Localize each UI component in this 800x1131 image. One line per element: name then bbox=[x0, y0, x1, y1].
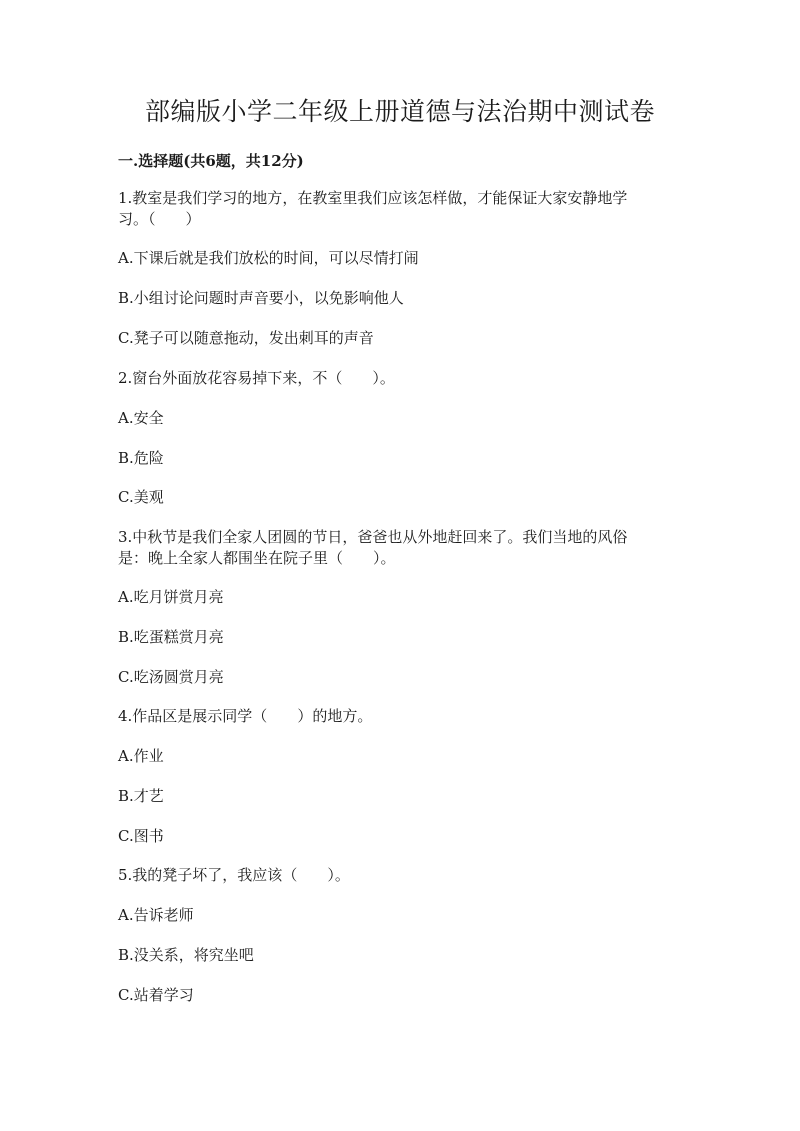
question-5-option-a: A.告诉老师 bbox=[118, 906, 194, 924]
question-4-option-b: B.才艺 bbox=[118, 787, 164, 805]
question-3-option-b: B.吃蛋糕赏月亮 bbox=[118, 628, 224, 646]
question-1-option-b: B.小组讨论问题时声音要小，以免影响他人 bbox=[118, 289, 404, 307]
page-title: 部编版小学二年级上册道德与法治期中测试卷 bbox=[144, 97, 655, 126]
question-3-stem-line-1: 3.中秋节是我们全家人团圆的节日，爸爸也从外地赶回来了。我们当地的风俗 bbox=[118, 528, 628, 546]
question-4-stem: 4.作品区是展示同学（ ）的地方。 bbox=[118, 707, 373, 725]
question-3-stem-line-2: 是：晚上全家人都围坐在院子里（ ）。 bbox=[118, 549, 396, 567]
question-1-stem-line-2: 习。（ ） bbox=[118, 210, 201, 228]
question-4-option-c: C.图书 bbox=[118, 827, 164, 845]
question-1-option-a: A.下课后就是我们放松的时间，可以尽情打闹 bbox=[118, 249, 419, 267]
question-3-option-a: A.吃月饼赏月亮 bbox=[118, 588, 224, 606]
question-3-option-c: C.吃汤圆赏月亮 bbox=[118, 668, 224, 686]
section-heading: 一.选择题(共6题，共12分) bbox=[118, 152, 304, 170]
question-5-stem: 5.我的凳子坏了，我应该（ ）。 bbox=[118, 866, 350, 884]
question-2-option-b: B.危险 bbox=[118, 449, 164, 467]
question-5-option-b: B.没关系，将究坐吧 bbox=[118, 946, 254, 964]
question-2-stem: 2.窗台外面放花容易掉下来，不（ ）。 bbox=[118, 369, 395, 387]
question-2-option-c: C.美观 bbox=[118, 488, 164, 506]
question-1-stem-line-1: 1.教室是我们学习的地方，在教室里我们应该怎样做，才能保证大家安静地学 bbox=[118, 189, 628, 207]
question-4-option-a: A.作业 bbox=[118, 747, 164, 765]
question-5-option-c: C.站着学习 bbox=[118, 986, 194, 1004]
question-2-option-a: A.安全 bbox=[118, 409, 164, 427]
question-1-option-c: C.凳子可以随意拖动，发出刺耳的声音 bbox=[118, 329, 374, 347]
